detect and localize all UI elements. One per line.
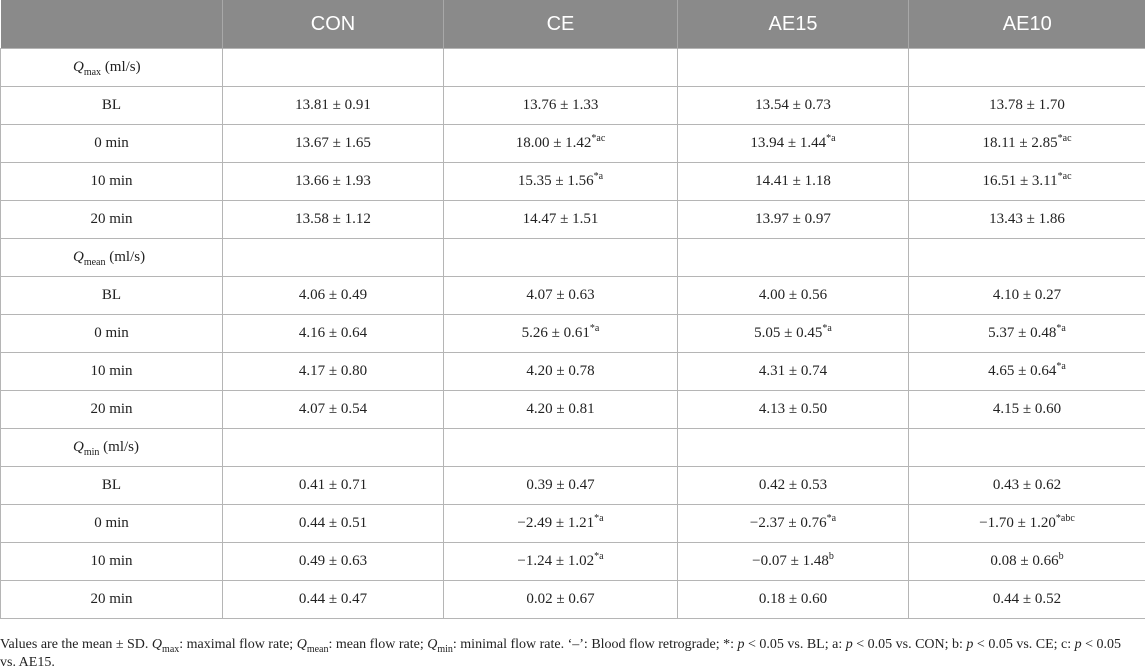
value-cell [223,315,444,353]
significance-mark: *a [827,513,836,524]
section-label [1,49,223,87]
value-cell [909,315,1145,353]
value-cell [444,581,678,619]
time-point-cell: BL [1,87,223,125]
value-cell [678,87,909,125]
section-label-subscript: mean [84,257,106,268]
section-label [1,429,223,467]
footnote-subscript: max [162,644,179,655]
value-cell [223,391,444,429]
value-cell [909,353,1145,391]
value-text: 13.67 ± 1.65 [295,135,371,151]
value-cell [444,505,678,543]
value-cell [223,163,444,201]
value-text: 0.42 ± 0.53 [759,477,827,493]
section-label-unit: (ml/s) [106,249,146,265]
value-text: 13.94 ± 1.44 [750,135,826,151]
table-row [1,581,1145,619]
value-text: 15.35 ± 1.56 [518,173,594,189]
footnote-q-symbol: Q [152,637,162,652]
value-cell [444,467,678,505]
value-text: 4.00 ± 0.56 [759,287,827,303]
value-text: 13.76 ± 1.33 [523,97,599,113]
empty-cell [444,49,678,87]
time-point-cell: BL [1,467,223,505]
table-row [1,277,1145,315]
table-body [1,49,1145,619]
footnote-q-symbol: Q [427,637,437,652]
significance-mark: b [829,551,834,562]
table-row [1,505,1145,543]
header-con: CON [223,0,444,49]
value-cell [223,125,444,163]
value-cell [678,543,909,581]
value-text: 16.51 ± 3.11 [982,173,1057,189]
table-row [1,125,1145,163]
value-text: 5.26 ± 0.61 [522,325,590,341]
value-text: 0.02 ± 0.67 [526,591,594,607]
header-ae15: AE15 [678,0,909,49]
empty-cell [909,239,1145,277]
value-text: 0.49 ± 0.63 [299,553,367,569]
time-point-cell: 10 min [1,543,223,581]
significance-mark: *a [1056,361,1065,372]
footnote-text: Values are the mean ± SD. [0,637,152,652]
value-cell [909,467,1145,505]
value-text: 0.44 ± 0.51 [299,515,367,531]
value-text: 13.66 ± 1.93 [295,173,371,189]
significance-mark: *a [594,513,603,524]
value-text: 4.65 ± 0.64 [988,363,1056,379]
value-text: 4.13 ± 0.50 [759,401,827,417]
value-cell [223,467,444,505]
section-label-unit: (ml/s) [99,439,139,455]
value-text: −1.24 ± 1.02 [517,553,594,569]
value-cell [678,277,909,315]
time-point-cell: BL [1,277,223,315]
footnote-text: < 0.05 vs. CON; b: [853,637,967,652]
value-cell [909,163,1145,201]
time-point-cell: 0 min [1,315,223,353]
footnote-p-symbol: p [966,637,973,652]
value-cell [444,201,678,239]
value-text: −0.07 ± 1.48 [752,553,829,569]
value-text: 4.10 ± 0.27 [993,287,1061,303]
value-text: 4.17 ± 0.80 [299,363,367,379]
footnote-subscript: mean [307,644,329,655]
value-text: 18.00 ± 1.42 [516,135,592,151]
value-text: 13.58 ± 1.12 [295,211,371,227]
value-cell [909,505,1145,543]
section-label-subscript: min [84,447,100,458]
value-cell [223,505,444,543]
value-cell [678,391,909,429]
value-cell [909,125,1145,163]
time-point-cell: 0 min [1,125,223,163]
significance-mark: *a [590,323,599,334]
value-cell [444,163,678,201]
significance-mark: *a [594,171,603,182]
value-cell [223,201,444,239]
significance-mark: *a [822,323,831,334]
section-label-subscript: max [84,67,101,78]
footnote-q-symbol: Q [297,637,307,652]
table-row [1,315,1145,353]
header-ce: CE [444,0,678,49]
value-text: 4.07 ± 0.63 [526,287,594,303]
table-row [1,467,1145,505]
value-text: 13.81 ± 0.91 [295,97,371,113]
value-text: 5.37 ± 0.48 [988,325,1056,341]
footnote-subscript: min [437,644,453,655]
value-text: 13.54 ± 0.73 [755,97,831,113]
value-text: 0.18 ± 0.60 [759,591,827,607]
section-label-symbol: Q [73,59,84,75]
value-text: 4.15 ± 0.60 [993,401,1061,417]
footnote-text: : maximal flow rate; [179,637,296,652]
significance-mark: *a [826,133,835,144]
value-text: 13.78 ± 1.70 [989,97,1065,113]
value-text: 18.11 ± 2.85 [982,135,1057,151]
value-cell [678,467,909,505]
empty-cell [909,429,1145,467]
value-cell [223,353,444,391]
section-row [1,429,1145,467]
value-cell [909,581,1145,619]
footnote-text: < 0.05 vs. AE15. [0,637,1121,670]
value-text: 4.20 ± 0.78 [526,363,594,379]
value-text: 13.43 ± 1.86 [989,211,1065,227]
significance-mark: *ac [1058,171,1072,182]
footnote-p-symbol: p [738,637,745,652]
empty-cell [223,429,444,467]
value-cell [678,581,909,619]
table-row [1,163,1145,201]
footnote-p-symbol: p [1075,637,1082,652]
value-text: −2.49 ± 1.21 [517,515,594,531]
time-point-cell: 20 min [1,391,223,429]
significance-mark: *a [1056,323,1065,334]
table-row [1,87,1145,125]
empty-cell [678,49,909,87]
empty-cell [223,49,444,87]
section-label-symbol: Q [73,439,84,455]
table-row [1,353,1145,391]
value-text: 0.08 ± 0.66 [990,553,1058,569]
value-cell [444,87,678,125]
value-cell [444,277,678,315]
footnote-p-symbol: p [846,637,853,652]
value-text: 14.41 ± 1.18 [755,173,831,189]
value-text: 0.41 ± 0.71 [299,477,367,493]
footnote-text: : mean flow rate; [328,637,427,652]
empty-cell [678,239,909,277]
value-cell [909,277,1145,315]
header-ae10: AE10 [909,0,1145,49]
empty-cell [444,429,678,467]
value-cell [909,87,1145,125]
value-text: −1.70 ± 1.20 [979,515,1056,531]
significance-mark: *ac [1058,133,1072,144]
value-cell [444,353,678,391]
significance-mark: b [1059,551,1064,562]
value-cell [909,201,1145,239]
value-text: 4.06 ± 0.49 [299,287,367,303]
footnote-text: < 0.05 vs. CE; c: [973,637,1074,652]
section-label-unit: (ml/s) [101,59,141,75]
value-cell [444,391,678,429]
value-text: 0.44 ± 0.47 [299,591,367,607]
table-row [1,543,1145,581]
table-header-row [1,0,1145,49]
value-text: −2.37 ± 0.76 [750,515,827,531]
time-point-cell: 20 min [1,581,223,619]
value-cell [444,543,678,581]
value-cell [909,543,1145,581]
value-cell [223,277,444,315]
value-text: 4.07 ± 0.54 [299,401,367,417]
value-cell [444,125,678,163]
time-point-cell: 10 min [1,163,223,201]
header-empty [1,0,223,49]
empty-cell [678,429,909,467]
value-text: 13.97 ± 0.97 [755,211,831,227]
value-cell [678,315,909,353]
value-text: 0.43 ± 0.62 [993,477,1061,493]
value-cell [909,391,1145,429]
significance-mark: *ac [591,133,605,144]
empty-cell [444,239,678,277]
table-row [1,201,1145,239]
value-cell [678,505,909,543]
value-text: 4.31 ± 0.74 [759,363,827,379]
value-cell [444,315,678,353]
significance-mark: *a [594,551,603,562]
section-label-symbol: Q [73,249,84,265]
value-cell [223,87,444,125]
value-text: 14.47 ± 1.51 [523,211,599,227]
value-cell [678,201,909,239]
value-cell [678,125,909,163]
value-cell [678,353,909,391]
value-cell [223,581,444,619]
value-cell [223,543,444,581]
footnote-text: : minimal flow rate. ‘–’: Blood flow retrograde; *: [453,637,738,652]
section-label [1,239,223,277]
time-point-cell: 10 min [1,353,223,391]
footnote-text: < 0.05 vs. BL; a: [745,637,846,652]
value-text: 5.05 ± 0.45 [754,325,822,341]
value-text: 4.16 ± 0.64 [299,325,367,341]
empty-cell [223,239,444,277]
section-row [1,239,1145,277]
value-text: 4.20 ± 0.81 [526,401,594,417]
significance-mark: *abc [1056,513,1075,524]
empty-cell [909,49,1145,87]
time-point-cell: 20 min [1,201,223,239]
table-row [1,391,1145,429]
time-point-cell: 0 min [1,505,223,543]
section-row [1,49,1145,87]
value-cell [678,163,909,201]
value-text: 0.44 ± 0.52 [993,591,1061,607]
value-text: 0.39 ± 0.47 [526,477,594,493]
